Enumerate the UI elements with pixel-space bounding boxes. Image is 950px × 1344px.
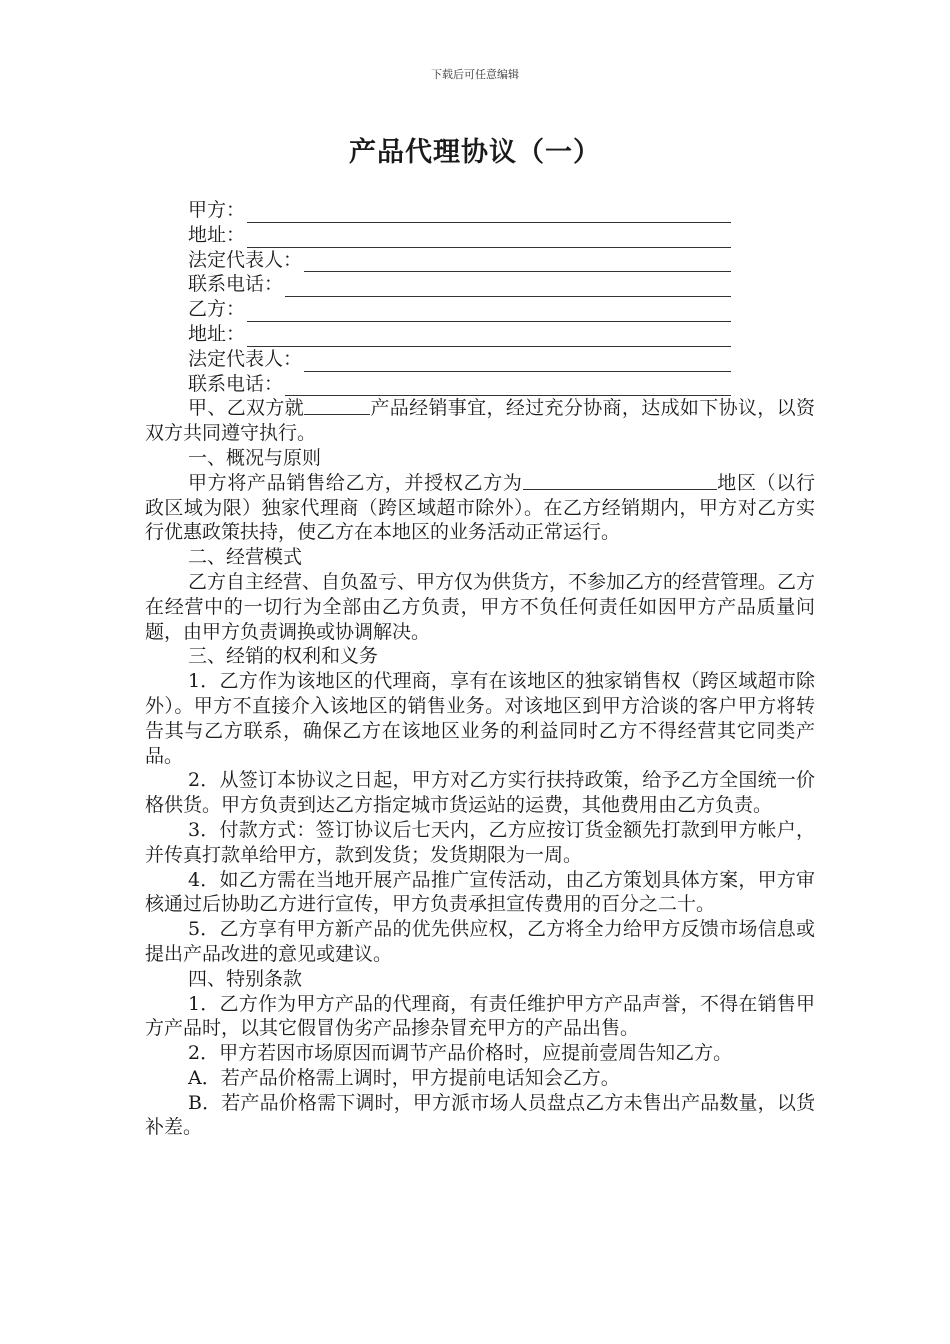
section-1-text-end: 地区（以行政区域为限）独家代理商（跨区域超市除外）。在乙方经销期内，甲方对乙方实行优惠政策扶持，使乙方在本地区的业务活动正常运行。 [145,471,815,544]
document-body [145,198,815,1140]
field-label: 法定代表人： [188,347,303,370]
section-4-item-b: B．若产品价格需下调时，甲方派市场人员盘点乙方未售出产品数量，以货补差。 [145,1091,815,1139]
field-label: 联系电话： [188,372,284,395]
section-4-heading: 四、特别条款 [188,967,303,990]
party-a-representative-field [145,248,815,273]
region-blank [523,471,717,490]
section-3-item-1: 1．乙方作为该地区的代理商，享有在该地区的独家销售权（跨区域超市除外）。甲方不直接介入该地区的销售业务。对该地区到甲方洽谈的客户甲方将转告其与乙方联系，确保乙方在该地区业务的利益同时乙方不得经营其它同类产品。 [145,670,815,767]
section-2-heading: 二、经营模式 [188,546,303,569]
party-b-name-field [145,297,815,322]
section-4-item-2: 2．甲方若因市场原因而调节产品价格时，应提前壹周告知乙方。 [188,1042,733,1065]
party-b-representative-field [145,347,815,372]
party-a-address-field [145,223,815,248]
field-label: 甲方： [188,199,246,221]
document-title: 产品代理协议（一） [349,137,601,168]
field-label: 地址： [188,322,246,345]
party-info-fields [145,198,815,396]
section-3-heading: 三、经销的权利和义务 [188,645,379,668]
section-3-item-4: 4．如乙方需在当地开展产品推广宣传活动，由乙方策划具体方案，甲方审核通过后协助乙方进行宣传，甲方负责承担宣传费用的百分之二十。 [145,868,815,916]
intro-paragraph [145,396,815,446]
party-b-address-field [145,322,815,347]
fill-in-line [247,229,731,248]
fill-in-line [247,328,731,347]
header-note: 下载后可任意编辑 [431,68,519,81]
fill-in-line [285,377,731,396]
section-3-item-3: 3．付款方式：签订协议后七天内，乙方应按订货金额先打款到甲方帐户，并传真打款单给甲方，款到发货；发货期限为一周。 [145,818,815,866]
fill-in-line [247,204,731,223]
section-3-item-2: 2．从签订本协议之日起，甲方对乙方实行扶持政策，给予乙方全国统一价格供货。甲方负责到达乙方指定城市货运站的运费，其他费用由乙方负责。 [145,769,815,817]
field-label: 联系电话： [188,273,284,296]
product-blank [304,396,370,415]
intro-text-end: 产品经销事宜，经过充分协商，达成如下协议，以资双方共同遵守执行。 [145,397,815,445]
section-4-item-a: A．若产品价格需上调时，甲方提前电话知会乙方。 [188,1066,620,1089]
intro-text-start: 甲、乙双方就 [188,397,305,420]
section-4-item-1: 1．乙方作为甲方产品的代理商，有责任维护甲方产品声誉，不得在销售甲方产品时，以其它假冒伪劣产品掺杂冒充甲方的产品出售。 [145,992,815,1040]
party-a-phone-field [145,272,815,297]
fill-in-line [304,353,731,372]
field-label: 地址： [188,223,246,246]
section-1-paragraph [145,471,815,545]
section-2-paragraph: 乙方自主经营、自负盈亏、甲方仅为供货方，不参加乙方的经营管理。乙方在经营中的一切行为全部由乙方负责，甲方不负任何责任如因甲方产品质量问题，由甲方负责调换或协调解决。 [145,570,816,643]
party-a-name-field [145,198,815,223]
fill-in-line [304,253,731,272]
fill-in-line [285,278,731,297]
field-label: 法定代表人： [188,248,303,271]
section-3-item-5: 5．乙方享有甲方新产品的优先供应权，乙方将全力给甲方反馈市场信息或提出产品改进的意见或建议。 [145,918,815,965]
section-1-text-start: 甲方将产品销售给乙方，并授权乙方为 [188,471,523,494]
party-b-phone-field [145,372,815,397]
section-1-heading: 一、概况与原则 [188,446,322,469]
field-label: 乙方： [188,298,246,321]
fill-in-line [247,303,731,322]
